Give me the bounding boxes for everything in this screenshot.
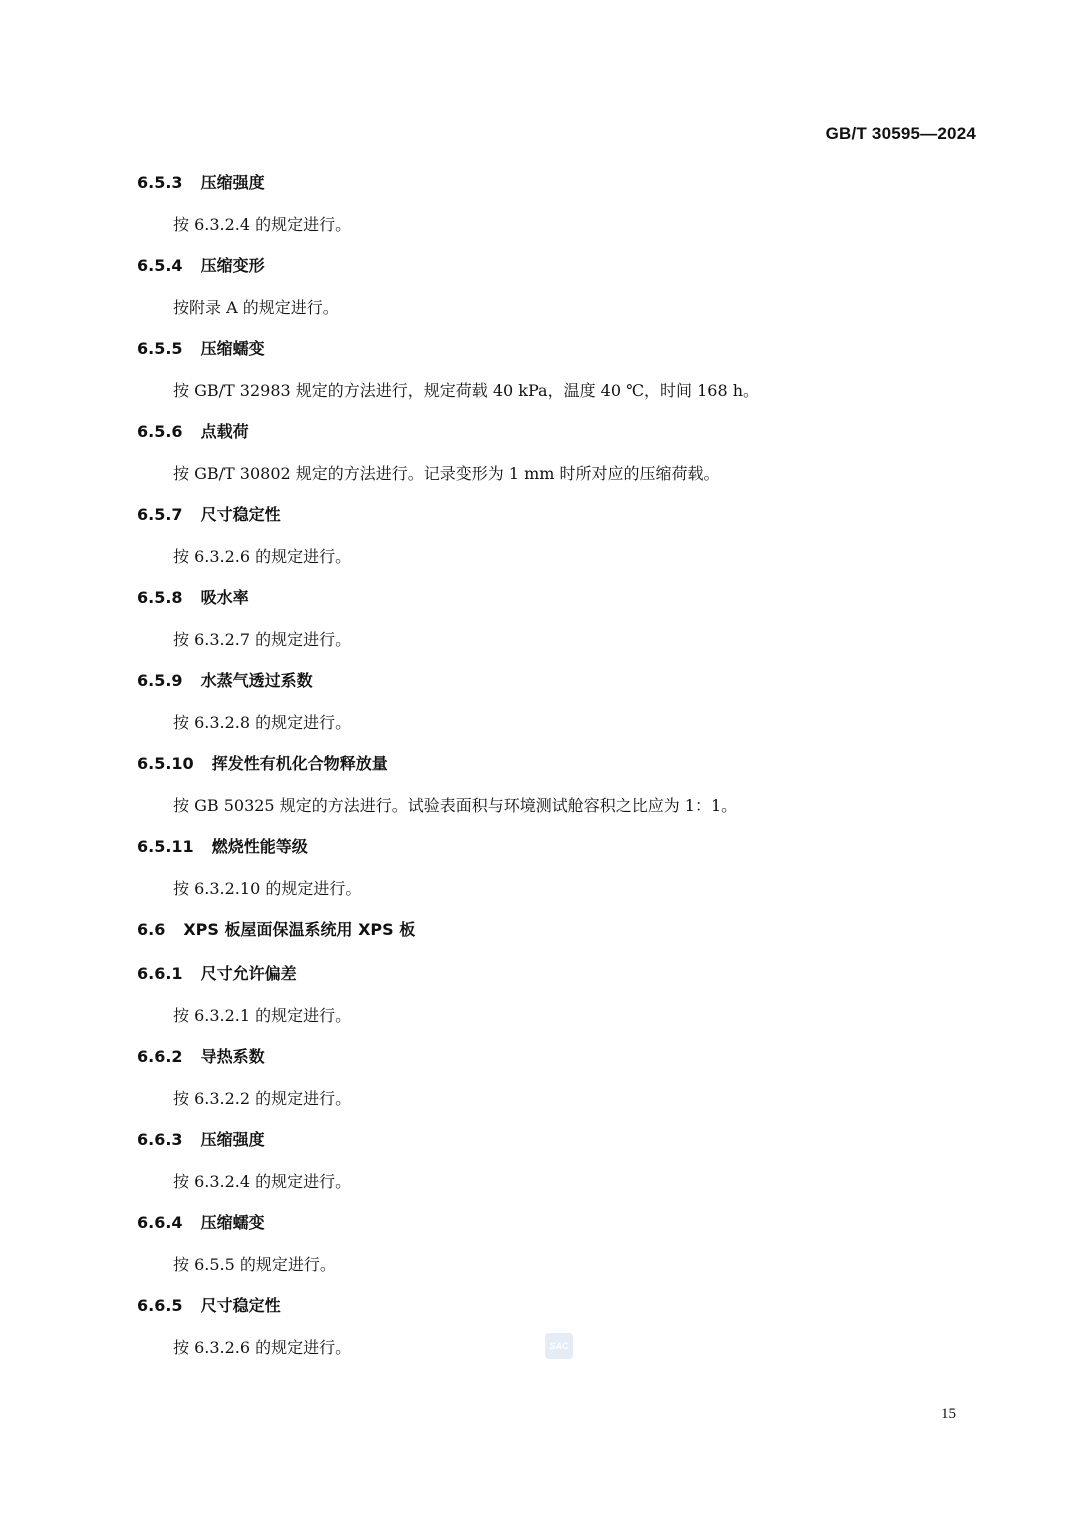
section-number: 6.6 bbox=[137, 920, 166, 939]
clause-heading bbox=[137, 419, 977, 461]
clause-text: 按 6.3.2.1 的规定进行。 bbox=[173, 1006, 352, 1025]
clause-number: 6.6.2 bbox=[137, 1047, 183, 1066]
clause-title: 吸水率 bbox=[200, 588, 249, 607]
clause-number: 6.6.4 bbox=[137, 1213, 183, 1232]
clause-number: 6.5.5 bbox=[137, 339, 183, 358]
clause-text: 按 6.3.2.8 的规定进行。 bbox=[173, 713, 352, 732]
clause-text: 按 6.3.2.2 的规定进行。 bbox=[173, 1089, 352, 1108]
clause-text: 按 6.3.2.10 的规定进行。 bbox=[173, 879, 362, 898]
clause-number: 6.5.11 bbox=[137, 837, 194, 856]
clause-title: 压缩蠕变 bbox=[200, 339, 265, 358]
clause-number: 6.5.8 bbox=[137, 588, 183, 607]
clause-title: 尺寸允许偏差 bbox=[200, 964, 297, 983]
clause-number: 6.5.7 bbox=[137, 505, 183, 524]
clause-title: 点载荷 bbox=[200, 422, 249, 441]
clause-heading bbox=[137, 1044, 977, 1086]
clause-number: 6.6.3 bbox=[137, 1130, 183, 1149]
clause-text: 按 6.3.2.4 的规定进行。 bbox=[173, 215, 352, 234]
section-title: XPS 板屋面保温系统用 XPS 板 bbox=[183, 920, 416, 939]
clause-heading bbox=[137, 668, 977, 710]
clause-number: 6.5.10 bbox=[137, 754, 194, 773]
clause-text: 按附录 A 的规定进行。 bbox=[173, 298, 339, 317]
clause-number: 6.5.3 bbox=[137, 173, 183, 192]
clause-title: 挥发性有机化合物释放量 bbox=[211, 754, 388, 773]
clause-title: 燃烧性能等级 bbox=[211, 837, 308, 856]
clause-heading bbox=[137, 1293, 977, 1335]
section-heading bbox=[137, 917, 977, 961]
clause-title: 水蒸气透过系数 bbox=[200, 671, 313, 690]
clause-title: 压缩强度 bbox=[200, 1130, 265, 1149]
clause-text: 按 6.3.2.4 的规定进行。 bbox=[173, 1172, 352, 1191]
clause-title: 压缩强度 bbox=[200, 173, 265, 192]
clause-heading bbox=[137, 253, 977, 295]
page-number: 15 bbox=[941, 1406, 956, 1422]
clause-heading bbox=[137, 751, 977, 793]
clause-heading bbox=[137, 1127, 977, 1169]
clause-heading bbox=[137, 961, 977, 1003]
clause-number: 6.5.6 bbox=[137, 422, 183, 441]
clause-title: 导热系数 bbox=[200, 1047, 265, 1066]
clause-heading bbox=[137, 170, 977, 212]
clause-number: 6.6.5 bbox=[137, 1296, 183, 1315]
clause-text: 按 GB 50325 规定的方法进行。试验表面积与环境测试舱容积之比应为 1：1。 bbox=[173, 796, 738, 815]
clause-text: 按 6.3.2.6 的规定进行。 bbox=[173, 1338, 352, 1357]
clause-text: 按 6.3.2.7 的规定进行。 bbox=[173, 630, 352, 649]
clause-number: 6.6.1 bbox=[137, 964, 183, 983]
clause-heading bbox=[137, 834, 977, 876]
clause-title: 压缩蠕变 bbox=[200, 1213, 265, 1232]
clause-title: 压缩变形 bbox=[200, 256, 265, 275]
clause-text: 按 6.3.2.6 的规定进行。 bbox=[173, 547, 352, 566]
clause-title: 尺寸稳定性 bbox=[200, 505, 281, 524]
clause-heading bbox=[137, 336, 977, 378]
clause-heading bbox=[137, 1210, 977, 1252]
clause-text: 按 GB/T 30802 规定的方法进行。记录变形为 1 mm 时所对应的压缩荷载。 bbox=[173, 464, 720, 483]
sac-watermark-logo: SAC bbox=[545, 1333, 573, 1359]
clause-number: 6.5.4 bbox=[137, 256, 183, 275]
clause-text: 按 GB/T 32983 规定的方法进行，规定荷载 40 kPa，温度 40 ℃，时间 168 h。 bbox=[173, 381, 760, 400]
page-content bbox=[137, 170, 977, 1376]
clause-heading bbox=[137, 585, 977, 627]
clause-heading bbox=[137, 502, 977, 544]
clause-number: 6.5.9 bbox=[137, 671, 183, 690]
standard-code: GB/T 30595—2024 bbox=[825, 124, 976, 143]
clause-title: 尺寸稳定性 bbox=[200, 1296, 281, 1315]
clause-text: 按 6.5.5 的规定进行。 bbox=[173, 1255, 336, 1274]
